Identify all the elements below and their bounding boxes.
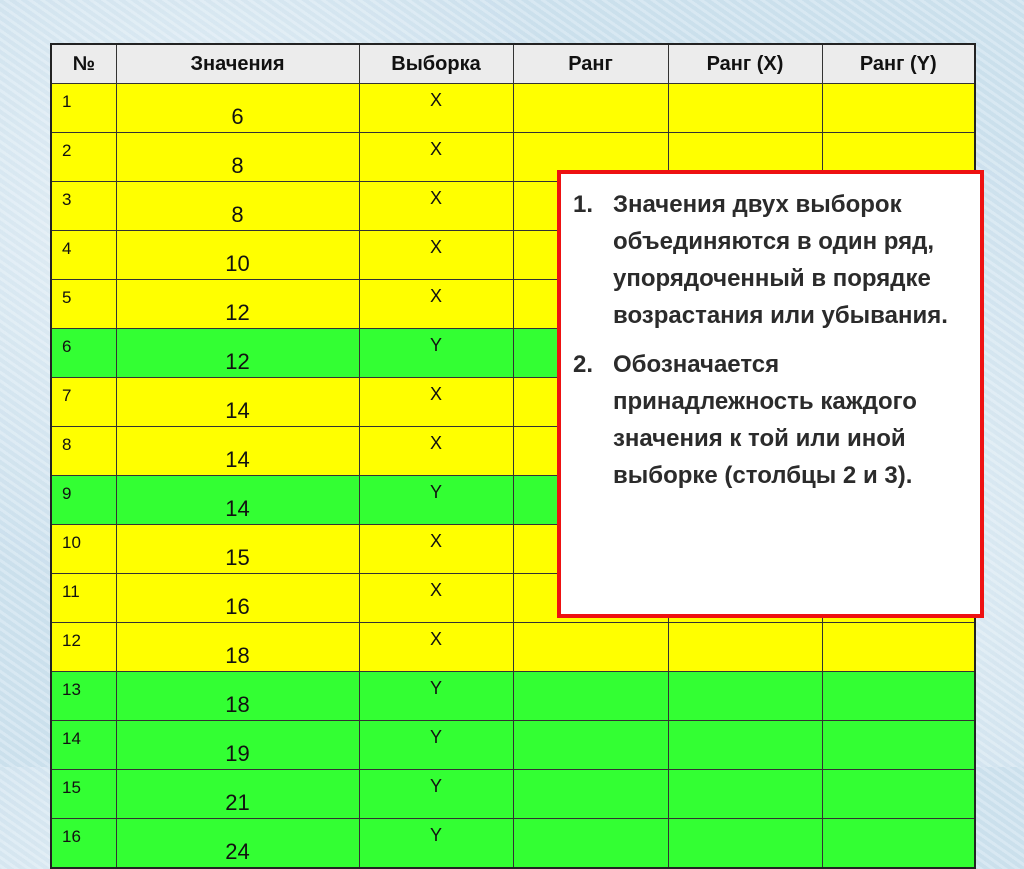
cell-number: 10	[51, 525, 116, 574]
step-text: Значения двух выборок объединяются в один ряд, упорядоченный в порядке возрастания или убывания.	[613, 191, 948, 329]
cell-rank-y	[822, 623, 975, 672]
cell-value: 18	[116, 623, 359, 672]
cell-rank-x	[668, 819, 822, 869]
cell-number: 1	[51, 84, 116, 133]
cell-value: 10	[116, 231, 359, 280]
cell-number: 8	[51, 427, 116, 476]
cell-number: 15	[51, 770, 116, 819]
cell-rank-x	[668, 721, 822, 770]
cell-number: 7	[51, 378, 116, 427]
cell-sample: Y	[359, 721, 513, 770]
cell-sample: X	[359, 427, 513, 476]
table-row	[51, 770, 975, 819]
cell-number: 6	[51, 329, 116, 378]
step-text: Обозначается принадлежность каждого значения к той или иной выборке (столбцы 2 и 3).	[613, 351, 917, 489]
cell-rank-y	[822, 819, 975, 869]
cell-value: 8	[116, 133, 359, 182]
cell-value: 14	[116, 476, 359, 525]
cell-value: 21	[116, 770, 359, 819]
cell-rank	[513, 770, 668, 819]
header-sample: Выборка	[359, 44, 513, 84]
table-row	[51, 672, 975, 721]
table-row	[51, 721, 975, 770]
cell-sample: Y	[359, 672, 513, 721]
header-number: №	[51, 44, 116, 84]
cell-value: 6	[116, 84, 359, 133]
cell-sample: Y	[359, 476, 513, 525]
header-rank-x: Ранг (X)	[668, 44, 822, 84]
cell-value: 19	[116, 721, 359, 770]
explanation-callout	[557, 170, 984, 618]
cell-number: 14	[51, 721, 116, 770]
cell-rank	[513, 623, 668, 672]
cell-sample: X	[359, 133, 513, 182]
cell-value: 14	[116, 427, 359, 476]
cell-rank-x	[668, 770, 822, 819]
header-rank-y: Ранг (Y)	[822, 44, 975, 84]
cell-number: 3	[51, 182, 116, 231]
table-row	[51, 819, 975, 869]
cell-rank-y	[822, 770, 975, 819]
cell-rank-x	[668, 84, 822, 133]
cell-sample: X	[359, 378, 513, 427]
cell-rank-y	[822, 721, 975, 770]
cell-rank-x	[668, 623, 822, 672]
table-row	[51, 623, 975, 672]
step-item	[573, 346, 966, 494]
cell-rank-y	[822, 84, 975, 133]
cell-number: 12	[51, 623, 116, 672]
table-header-row	[51, 44, 975, 84]
cell-sample: X	[359, 525, 513, 574]
cell-sample: X	[359, 231, 513, 280]
cell-value: 12	[116, 280, 359, 329]
cell-sample: X	[359, 182, 513, 231]
cell-number: 4	[51, 231, 116, 280]
cell-value: 15	[116, 525, 359, 574]
cell-sample: Y	[359, 819, 513, 869]
cell-value: 18	[116, 672, 359, 721]
steps-list	[573, 186, 966, 494]
cell-number: 16	[51, 819, 116, 869]
cell-value: 12	[116, 329, 359, 378]
cell-sample: Y	[359, 770, 513, 819]
cell-sample: Y	[359, 329, 513, 378]
cell-value: 16	[116, 574, 359, 623]
step-marker: 2.	[573, 351, 594, 378]
cell-sample: X	[359, 84, 513, 133]
cell-rank	[513, 672, 668, 721]
cell-number: 11	[51, 574, 116, 623]
cell-sample: X	[359, 280, 513, 329]
cell-sample: X	[359, 574, 513, 623]
cell-rank	[513, 84, 668, 133]
cell-number: 2	[51, 133, 116, 182]
step-item	[573, 186, 966, 334]
cell-rank-x	[668, 672, 822, 721]
step-marker: 1.	[573, 191, 594, 218]
cell-rank	[513, 721, 668, 770]
cell-number: 13	[51, 672, 116, 721]
cell-rank-y	[822, 672, 975, 721]
cell-rank	[513, 819, 668, 869]
cell-value: 8	[116, 182, 359, 231]
cell-sample: X	[359, 623, 513, 672]
header-rank: Ранг	[513, 44, 668, 84]
header-values: Значения	[116, 44, 359, 84]
cell-value: 14	[116, 378, 359, 427]
table-row	[51, 84, 975, 133]
cell-value: 24	[116, 819, 359, 869]
cell-number: 9	[51, 476, 116, 525]
cell-number: 5	[51, 280, 116, 329]
